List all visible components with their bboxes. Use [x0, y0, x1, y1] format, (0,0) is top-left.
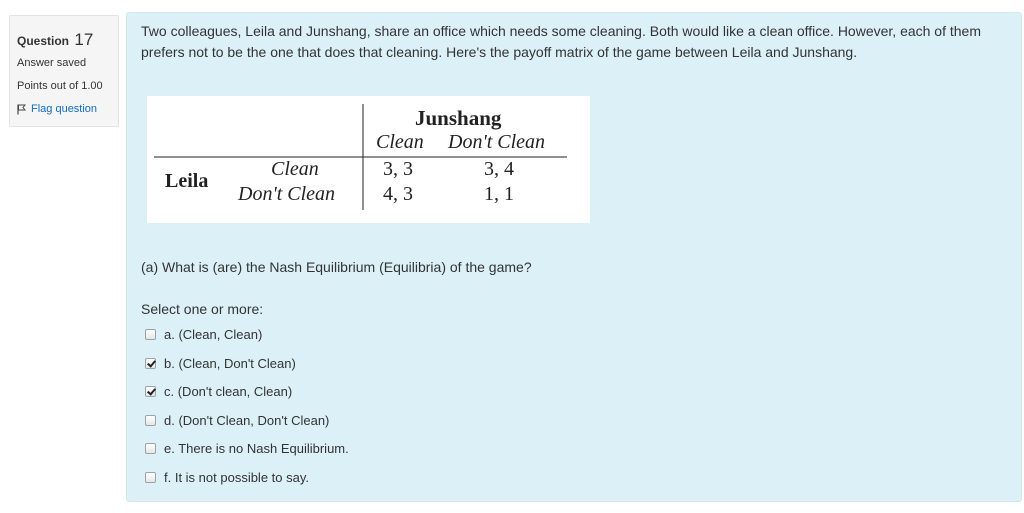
question-info-panel	[9, 15, 119, 127]
option-f-checkbox[interactable]	[145, 472, 156, 483]
flag-question-label: Flag question	[31, 103, 98, 115]
answer-status: Answer saved	[17, 57, 87, 69]
question-content-panel	[126, 12, 1022, 502]
flag-icon	[17, 104, 26, 115]
payoff-cell: 3, 4	[484, 158, 514, 180]
subquestion-text: (a) What is (are) the Nash Equilibrium (Equilibria) of the game?	[141, 259, 532, 275]
row-header-clean: Clean	[271, 158, 319, 180]
column-header-clean: Clean	[376, 131, 424, 153]
option-b-label: b. (Clean, Don't Clean)	[164, 355, 296, 371]
column-player-label: Junshang	[415, 106, 502, 130]
payoff-cell: 1, 1	[484, 183, 514, 205]
payoff-matrix	[147, 96, 590, 223]
question-text: Two colleagues, Leila and Junshang, share an office which needs some cleaning. Both would like a clean office. However, each of them prefers not to be the one that does that cleaning. Here's the payoff matrix of the game between Leila and Junshang.	[141, 23, 981, 60]
answer-prompt: Select one or more:	[141, 301, 264, 317]
question-label: Question	[17, 34, 70, 48]
option-e-label: e. There is no Nash Equilibrium.	[164, 440, 349, 456]
flag-question-link[interactable]	[17, 101, 118, 117]
row-player-label: Leila	[165, 170, 209, 192]
option-d-checkbox[interactable]	[145, 415, 156, 426]
option-c[interactable]	[145, 382, 292, 400]
question-number-heading	[17, 30, 118, 51]
option-f[interactable]	[145, 468, 309, 486]
option-c-checkbox[interactable]	[145, 386, 156, 397]
row-header-dont-clean: Don't Clean	[238, 183, 336, 205]
payoff-cell: 3, 3	[383, 158, 413, 180]
option-e-checkbox[interactable]	[145, 443, 156, 454]
option-e[interactable]	[145, 439, 349, 457]
option-d-label: d. (Don't Clean, Don't Clean)	[164, 412, 330, 428]
column-header-dont-clean: Don't Clean	[448, 131, 546, 153]
option-c-label: c. (Don't clean, Clean)	[164, 383, 293, 399]
option-d[interactable]	[145, 411, 329, 429]
payoff-cell: 4, 3	[383, 183, 413, 205]
question-points: Points out of 1.00	[17, 80, 103, 92]
matrix-lines	[147, 96, 590, 223]
option-a-checkbox[interactable]	[145, 329, 156, 340]
option-a-label: a. (Clean, Clean)	[164, 326, 263, 342]
option-a[interactable]	[145, 325, 262, 343]
option-f-label: f. It is not possible to say.	[164, 469, 309, 485]
option-b-checkbox[interactable]	[145, 358, 156, 369]
question-number: 17	[74, 30, 94, 49]
option-b[interactable]	[145, 354, 296, 372]
